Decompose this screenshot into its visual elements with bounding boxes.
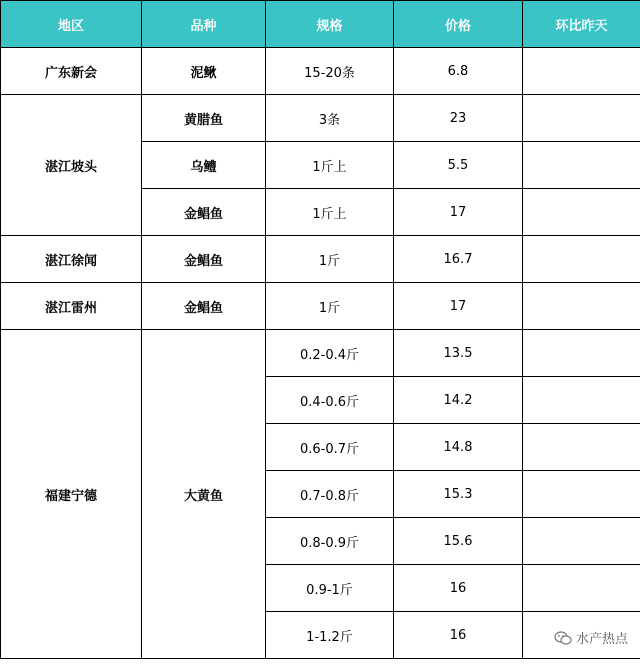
spec-cell: 1斤 <box>266 283 394 330</box>
variety-cell: 金鲳鱼 <box>142 236 266 283</box>
spec-cell: 0.2-0.4斤 <box>266 330 394 377</box>
variety-cell: 泥鳅 <box>142 48 266 95</box>
spec-cell: 0.6-0.7斤 <box>266 424 394 471</box>
variety-cell: 大黄鱼 <box>142 330 266 659</box>
change-cell <box>523 377 640 424</box>
change-cell <box>523 142 640 189</box>
spec-cell: 0.4-0.6斤 <box>266 377 394 424</box>
price-cell: 13.5 <box>394 330 523 377</box>
spec-cell: 0.9-1斤 <box>266 565 394 612</box>
region-cell: 广东新会 <box>1 48 142 95</box>
change-cell <box>523 330 640 377</box>
wechat-icon <box>554 631 572 645</box>
spec-cell: 1-1.2斤 <box>266 612 394 659</box>
change-cell <box>523 48 640 95</box>
price-cell: 6.8 <box>394 48 523 95</box>
table-row <box>1 48 640 95</box>
price-cell: 14.2 <box>394 377 523 424</box>
header-row <box>1 1 640 48</box>
spec-cell: 1斤上 <box>266 189 394 236</box>
header-spec: 规格 <box>266 1 394 48</box>
spec-cell: 3条 <box>266 95 394 142</box>
price-cell: 16.7 <box>394 236 523 283</box>
change-cell <box>523 471 640 518</box>
table-row <box>1 95 640 142</box>
price-cell: 15.3 <box>394 471 523 518</box>
price-cell: 17 <box>394 283 523 330</box>
variety-cell: 乌鳢 <box>142 142 266 189</box>
header-variety: 品种 <box>142 1 266 48</box>
spec-cell: 1斤上 <box>266 142 394 189</box>
price-cell: 23 <box>394 95 523 142</box>
table-row <box>1 330 640 377</box>
variety-cell: 黄腊鱼 <box>142 95 266 142</box>
spec-cell: 0.7-0.8斤 <box>266 471 394 518</box>
change-cell <box>523 565 640 612</box>
change-cell <box>523 283 640 330</box>
price-cell: 5.5 <box>394 142 523 189</box>
change-cell <box>523 236 640 283</box>
region-cell: 福建宁德 <box>1 330 142 659</box>
region-cell: 湛江坡头 <box>1 95 142 236</box>
change-cell <box>523 424 640 471</box>
spec-cell: 1斤 <box>266 236 394 283</box>
price-cell: 15.6 <box>394 518 523 565</box>
price-cell: 16 <box>394 612 523 659</box>
region-cell: 湛江徐闻 <box>1 236 142 283</box>
header-change: 环比昨天 <box>523 1 640 48</box>
variety-cell: 金鲳鱼 <box>142 189 266 236</box>
header-price: 价格 <box>394 1 523 48</box>
table-row <box>1 236 640 283</box>
price-cell: 14.8 <box>394 424 523 471</box>
watermark-text: 水产热点 <box>575 632 628 647</box>
header-region: 地区 <box>1 1 142 48</box>
change-cell <box>523 189 640 236</box>
price-cell: 16 <box>394 565 523 612</box>
price-cell: 17 <box>394 189 523 236</box>
watermark <box>554 628 628 647</box>
table-row <box>1 283 640 330</box>
region-cell: 湛江雷州 <box>1 283 142 330</box>
spec-cell: 0.8-0.9斤 <box>266 518 394 565</box>
variety-cell: 金鲳鱼 <box>142 283 266 330</box>
change-cell <box>523 95 640 142</box>
spec-cell: 15-20条 <box>266 48 394 95</box>
change-cell <box>523 518 640 565</box>
